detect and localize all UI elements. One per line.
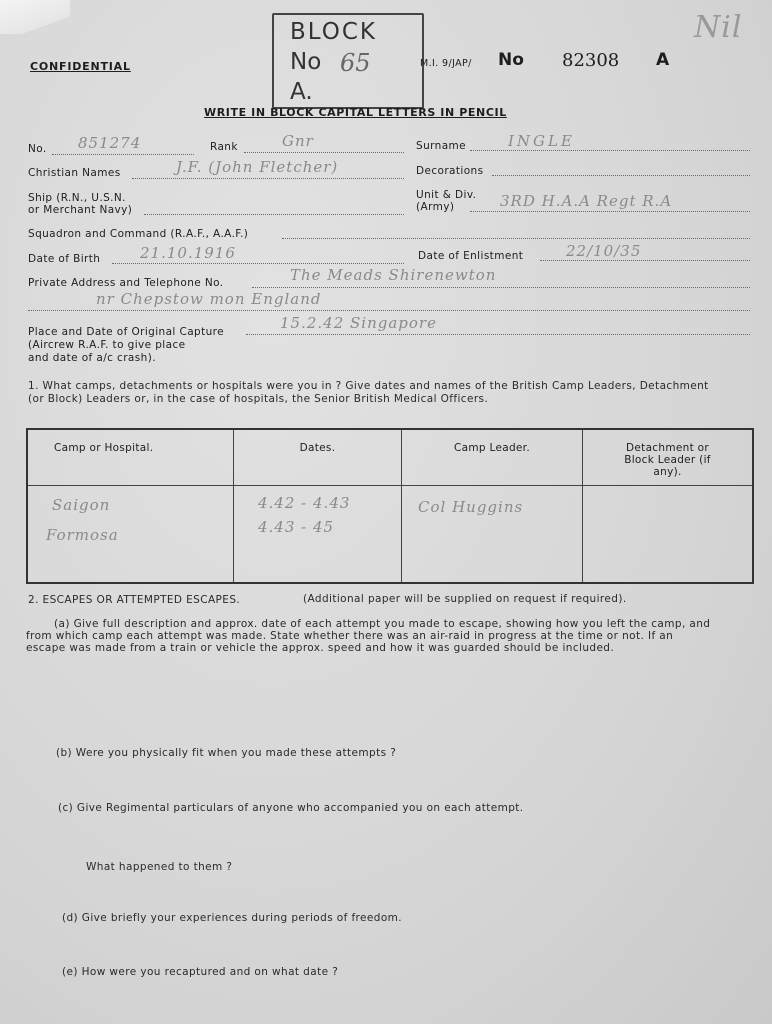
ship-label-2: or Merchant Navy) bbox=[28, 204, 133, 216]
header-camp-leader: Camp Leader. bbox=[402, 429, 583, 486]
confidential-label: CONFIDENTIAL bbox=[30, 60, 131, 73]
stamp-number: 65 bbox=[340, 49, 371, 77]
christian-names-value: J.F. (John Fletcher) bbox=[176, 158, 339, 176]
stamp-line1: BLOCK bbox=[290, 19, 378, 45]
surname-label: Surname bbox=[416, 140, 467, 152]
christian-names-label: Christian Names bbox=[28, 167, 121, 179]
dates-cell: 4.43 - 45 bbox=[258, 518, 335, 536]
camp-table bbox=[26, 428, 754, 584]
decorations-line bbox=[492, 175, 750, 176]
camp-table-header bbox=[27, 429, 753, 486]
address-value-2: nr Chepstow mon England bbox=[96, 290, 322, 308]
unit-value: 3RD H.A.A Regt R.A bbox=[500, 192, 673, 210]
capture-line bbox=[246, 334, 750, 335]
question2c-sub: What happened to them ? bbox=[86, 861, 233, 873]
capture-value: 15.2.42 Singapore bbox=[280, 314, 437, 332]
no-value: 851274 bbox=[78, 134, 142, 152]
address-value-1: The Meads Shirenewton bbox=[290, 266, 497, 284]
surname-line bbox=[470, 150, 750, 151]
question2a-line1: (a) Give full description and approx. date of each attempt you made to escape, showing how you left the camp, and bbox=[54, 618, 711, 630]
handwritten-nil: Nil bbox=[694, 10, 743, 45]
detachment-cell bbox=[583, 486, 754, 584]
question2e: (e) How were you recaptured and on what date ? bbox=[62, 966, 339, 978]
dob-value: 21.10.1916 bbox=[140, 244, 236, 262]
ship-label-1: Ship (R.N., U.S.N. bbox=[28, 192, 126, 204]
unit-line bbox=[470, 211, 750, 212]
unit-label-2: (Army) bbox=[416, 201, 455, 213]
no-label: No. bbox=[28, 143, 47, 155]
question2b: (b) Were you physically fit when you made these attempts ? bbox=[56, 747, 397, 759]
address-line-2 bbox=[28, 310, 750, 311]
question1-line1: 1. What camps, detachments or hospitals were you in ? Give dates and names of the British Camp Leaders, Detachment bbox=[28, 380, 709, 392]
header-camp: Camp or Hospital. bbox=[27, 429, 234, 486]
question2d: (d) Give briefly your experiences during periods of freedom. bbox=[62, 912, 403, 924]
folded-corner bbox=[0, 0, 70, 34]
ship-line bbox=[144, 214, 404, 215]
dates-cell: 4.42 - 4.43 bbox=[258, 494, 351, 512]
dob-line bbox=[112, 263, 404, 264]
unit-label-1: Unit & Div. bbox=[416, 189, 477, 201]
camp-cell: Saigon bbox=[52, 496, 111, 514]
address-line-1 bbox=[252, 287, 750, 288]
enlistment-value: 22/10/35 bbox=[566, 242, 642, 260]
serial-number: 82308 bbox=[562, 50, 620, 71]
address-label: Private Address and Telephone No. bbox=[28, 277, 224, 289]
capture-label-3: and date of a/c crash). bbox=[28, 352, 156, 364]
no-line bbox=[52, 154, 194, 155]
rank-line bbox=[244, 152, 404, 153]
question2-note: (Additional paper will be supplied on request if required). bbox=[303, 593, 627, 605]
question2a-line3: escape was made from a train or vehicle the approx. speed and how it was guarded should be included. bbox=[26, 642, 615, 654]
form-ref: M.I. 9/JAP/ bbox=[420, 58, 472, 69]
block-stamp bbox=[272, 13, 424, 109]
instruction-heading: WRITE IN BLOCK CAPITAL LETTERS IN PENCIL bbox=[204, 106, 507, 119]
header-dates: Dates. bbox=[234, 429, 402, 486]
question1-line2: (or Block) Leaders or, in the case of hospitals, the Senior British Medical Officers. bbox=[28, 393, 489, 405]
rank-value: Gnr bbox=[282, 132, 314, 150]
capture-label-1: Place and Date of Original Capture bbox=[28, 326, 225, 338]
no-symbol: No bbox=[498, 50, 524, 70]
rank-label: Rank bbox=[210, 141, 238, 153]
squadron-label: Squadron and Command (R.A.F., A.A.F.) bbox=[28, 228, 249, 240]
decorations-label: Decorations bbox=[416, 165, 484, 177]
capture-label-2: (Aircrew R.A.F. to give place bbox=[28, 339, 186, 351]
dob-label: Date of Birth bbox=[28, 253, 101, 265]
stamp-line3: A. bbox=[290, 79, 313, 105]
enlistment-line bbox=[540, 260, 750, 261]
question2c: (c) Give Regimental particulars of anyone who accompanied you on each attempt. bbox=[58, 802, 524, 814]
surname-value: INGLE bbox=[508, 132, 575, 150]
question2a-line2: from which camp each attempt was made. State whether there was an air-raid in progress at the time or not. If an bbox=[26, 630, 674, 642]
stamp-line2: No bbox=[290, 49, 322, 75]
squadron-line bbox=[282, 238, 750, 239]
question2-heading: 2. ESCAPES OR ATTEMPTED ESCAPES. bbox=[28, 594, 241, 606]
table-row bbox=[27, 486, 753, 584]
christian-names-line bbox=[132, 178, 404, 179]
header-detachment-leader: Detachment or Block Leader (if any). bbox=[583, 429, 754, 486]
leader-cell: Col Huggins bbox=[418, 498, 524, 516]
enlistment-label: Date of Enlistment bbox=[418, 250, 524, 262]
camp-cell: Formosa bbox=[46, 526, 119, 544]
serial-suffix: A bbox=[656, 50, 670, 70]
